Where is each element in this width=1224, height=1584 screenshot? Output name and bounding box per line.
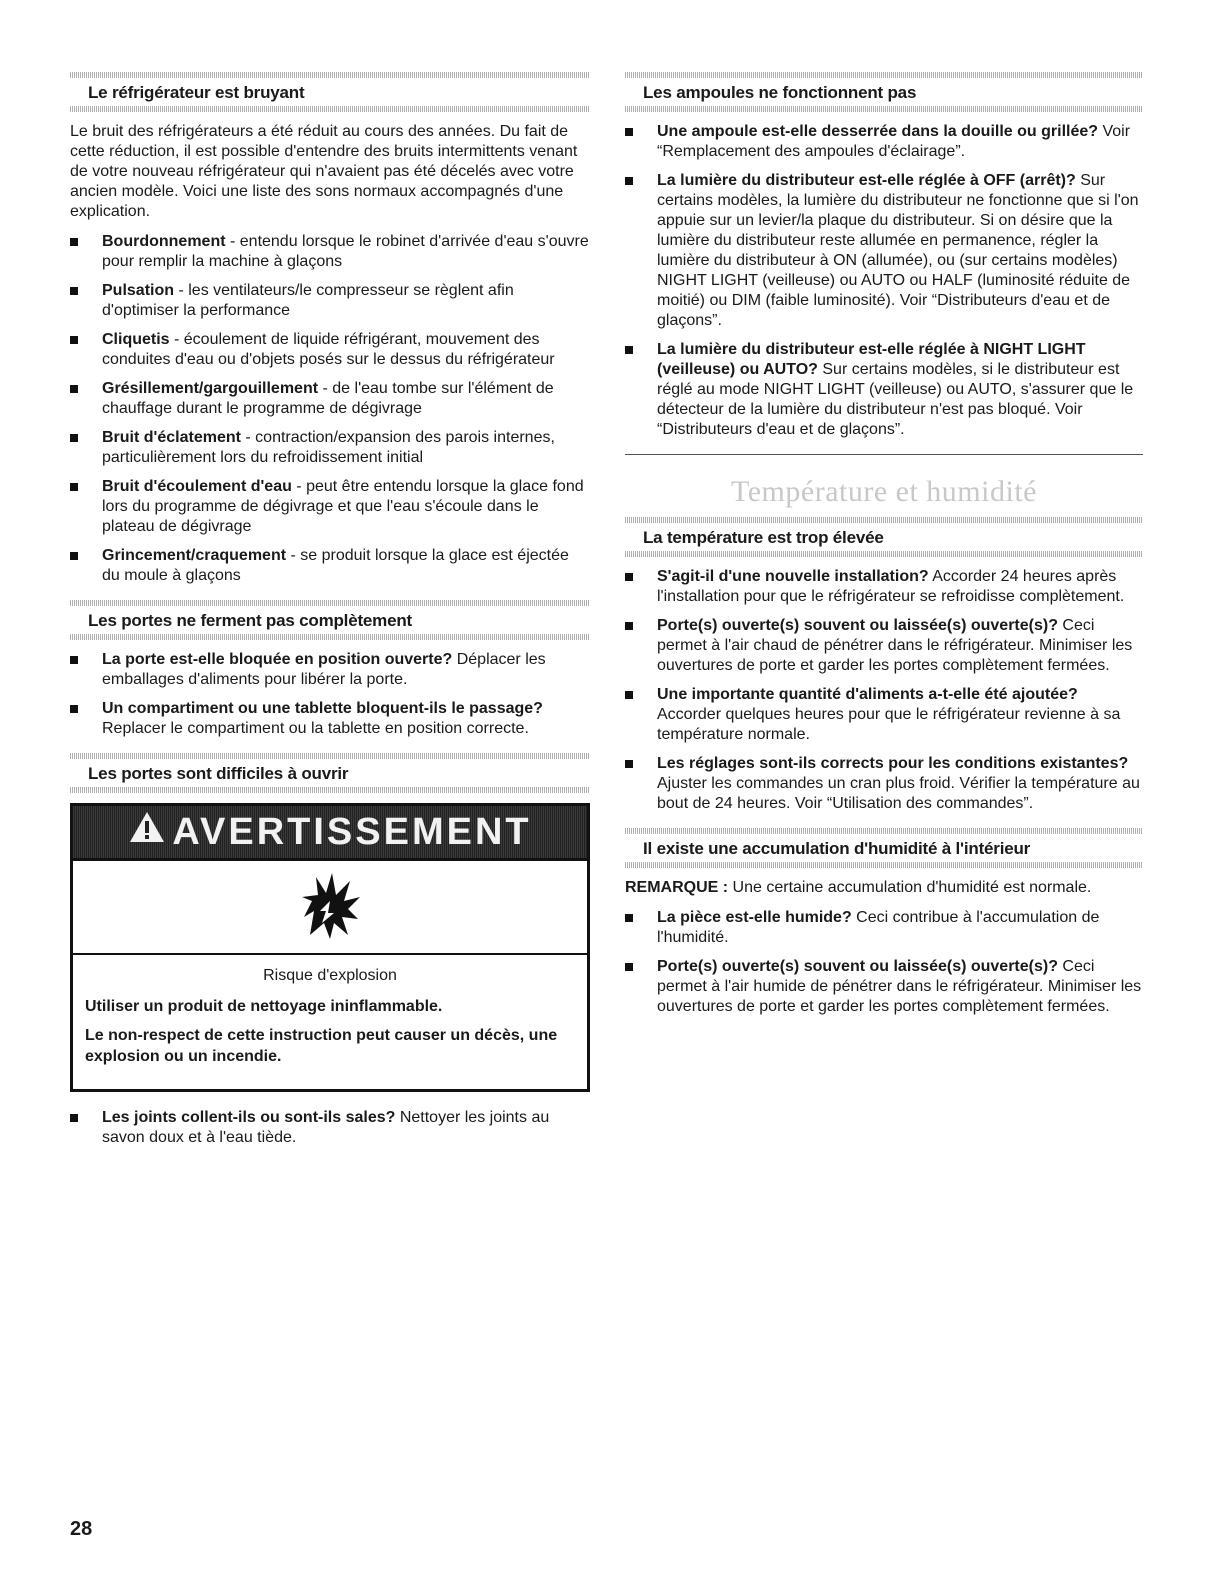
bullet-icon — [70, 1114, 78, 1122]
section-doors-close-header — [70, 600, 590, 640]
item-term: Grincement/craquement — [102, 547, 287, 564]
doors-close-list — [70, 650, 590, 739]
list-item — [625, 754, 1143, 814]
item-term: La lumière du distributeur est-elle réglée à NIGHT LIGHT (veilleuse) ou AUTO? — [657, 341, 1086, 378]
bullet-icon — [625, 691, 633, 699]
item-text: Déplacer les emballages d'aliments pour libérer la porte. — [102, 651, 546, 688]
list-item — [70, 281, 590, 321]
warning-line-2: Le non-respect de cette instruction peut causer un décès, une explosion ou un incendie. — [85, 1027, 558, 1065]
note-text: Une certaine accumulation d'humidité est normale. — [728, 879, 1092, 896]
item-text: Ceci contribue à l'accumulation de l'humidité. — [657, 909, 1100, 946]
item-term: Bruit d'éclatement — [102, 429, 241, 446]
warning-box — [70, 803, 590, 1092]
section-bulbs-header — [625, 72, 1143, 112]
bullet-icon — [70, 705, 78, 713]
intro-paragraph: Le bruit des réfrigérateurs a été réduit au cours des années. Du fait de cette réduction, il est possible d'entendre des bruits intermittents venant de votre nouveau réfrigérateur qui n'avaient pas été décelés avec votre ancien modèle. Voici une liste des sons normaux accompagnés d'une explication. — [70, 123, 578, 220]
bullet-icon — [625, 963, 633, 971]
rule — [70, 634, 590, 640]
item-term: La lumière du distributeur est-elle réglée à OFF (arrêt)? — [657, 172, 1076, 189]
bulbs-list — [625, 122, 1143, 440]
item-term: Les joints collent-ils ou sont-ils sales? — [102, 1109, 396, 1126]
bullet-icon — [70, 238, 78, 246]
bullet-icon — [70, 552, 78, 560]
section-humidity-header — [625, 828, 1143, 868]
warning-triangle-icon — [128, 810, 166, 854]
rule — [70, 106, 590, 112]
item-term: Grésillement/gargouillement — [102, 380, 319, 397]
list-item — [625, 567, 1143, 607]
temp-list — [625, 567, 1143, 814]
section-title: La température est trop élevée — [643, 528, 884, 547]
humidity-note — [625, 878, 1143, 898]
item-text: Nettoyer les joints au savon doux et à l'eau tiède. — [102, 1109, 550, 1146]
bullet-icon — [625, 177, 633, 185]
rule — [625, 106, 1143, 112]
page-number: 28 — [70, 1518, 93, 1540]
item-text: - contraction/expansion des parois internes, particulièrement lors du refroidissement initial — [102, 429, 555, 466]
list-item — [70, 650, 590, 690]
warning-banner — [73, 806, 587, 861]
list-item — [70, 232, 590, 272]
item-text: Voir “Remplacement des ampoules d'éclairage”. — [657, 123, 1131, 160]
item-term: Cliquetis — [102, 331, 170, 348]
item-term: Les réglages sont-ils corrects pour les conditions existantes? — [657, 755, 1129, 772]
bullet-icon — [70, 287, 78, 295]
rule — [625, 72, 1143, 78]
item-term: Porte(s) ouverte(s) souvent ou laissée(s) ouverte(s)? — [657, 958, 1058, 975]
noise-list — [70, 232, 590, 586]
section-noisy-header — [70, 72, 590, 112]
explosion-icon — [73, 861, 587, 955]
bullet-icon — [70, 483, 78, 491]
bullet-icon — [625, 346, 633, 354]
warning-line-1: Utiliser un produit de nettoyage ininflammable. — [85, 998, 443, 1015]
list-item — [625, 957, 1143, 1017]
list-item — [70, 330, 590, 370]
item-text: Accorder quelques heures pour que le réfrigérateur revienne à sa température normale. — [657, 706, 1121, 743]
item-text: - de l'eau tombe sur l'élément de chauffage durant le programme de dégivrage — [102, 380, 554, 417]
warning-risk: Risque d'explosion — [263, 967, 397, 984]
item-term: Un compartiment ou une tablette bloquent-ils le passage? — [102, 700, 543, 717]
humidity-list — [625, 908, 1143, 1017]
bullet-icon — [70, 385, 78, 393]
list-item — [625, 908, 1143, 948]
item-term: La porte est-elle bloquée en position ouverte? — [102, 651, 453, 668]
rule — [70, 72, 590, 78]
list-item — [625, 340, 1143, 440]
item-text: Accorder 24 heures après l'installation pour que le réfrigérateur se refroidisse complètement. — [657, 568, 1125, 605]
rule — [625, 517, 1143, 523]
rule — [70, 787, 590, 793]
section-title: Les ampoules ne fonctionnent pas — [643, 83, 917, 102]
list-item — [70, 428, 590, 468]
rule — [625, 828, 1143, 834]
bullet-icon — [625, 573, 633, 581]
left-column — [70, 72, 590, 1162]
item-text: Sur certains modèles, la lumière du distributeur ne fonctionne que si l'on appuie sur un levier/la plaque du distributeur. Si on désire que la lumière du distributeur reste allumée en permanence, régler la lumière du distributeur à ON (allumée), ou (sur certains modèles) NIGHT LIGHT (veilleuse) ou AUTO ou HALF (luminosité réduite de moitié) ou DIM (faible luminosité). Voir “Distributeurs d'eau et de glaçons”. — [657, 172, 1139, 329]
warning-body — [73, 955, 587, 1089]
item-term: S'agit-il d'une nouvelle installation? — [657, 568, 929, 585]
item-term: Une ampoule est-elle desserrée dans la douille ou grillée? — [657, 123, 1099, 140]
item-text: - entendu lorsque le robinet d'arrivée d'eau s'ouvre pour remplir la machine à glaçons — [102, 233, 589, 270]
list-item — [70, 546, 590, 586]
bullet-icon — [625, 914, 633, 922]
warning-banner-text: AVERTISSEMENT — [172, 810, 532, 853]
divider — [625, 454, 1143, 455]
bullet-icon — [625, 760, 633, 768]
list-item — [70, 1108, 590, 1148]
section-title: Le réfrigérateur est bruyant — [88, 83, 305, 102]
bullet-icon — [70, 656, 78, 664]
item-text: Ceci permet à l'air chaud de pénétrer dans le réfrigérateur. Minimiser les ouvertures de porte et garder les portes complètement fermées. — [657, 617, 1133, 674]
item-text: - peut être entendu lorsque la glace fond lors du programme de dégivrage et que l'eau s'écoule dans le plateau de dégivrage — [102, 478, 584, 535]
list-item — [625, 171, 1143, 331]
item-text: Ajuster les commandes un cran plus froid. Vérifier la température au bout de 24 heures. Voir “Utilisation des commandes”. — [657, 775, 1140, 812]
bullet-icon — [625, 622, 633, 630]
list-item — [625, 685, 1143, 745]
doors-open-list — [70, 1108, 590, 1148]
bullet-icon — [625, 128, 633, 136]
list-item — [625, 122, 1143, 162]
list-item — [70, 477, 590, 537]
section-title: Les portes sont difficiles à ouvrir — [88, 764, 349, 783]
right-column — [625, 72, 1143, 1031]
section-doors-open-header — [70, 753, 590, 793]
rule — [70, 600, 590, 606]
section-temp-header — [625, 517, 1143, 557]
section-banner: Température et humidité — [731, 475, 1037, 508]
section-title: Les portes ne ferment pas complètement — [88, 611, 412, 630]
item-term: Porte(s) ouverte(s) souvent ou laissée(s) ouverte(s)? — [657, 617, 1058, 634]
item-term: Bruit d'écoulement d'eau — [102, 478, 292, 495]
note-label: REMARQUE : — [625, 879, 729, 896]
item-term: Pulsation — [102, 282, 175, 299]
item-term: Une importante quantité d'aliments a-t-elle été ajoutée? — [657, 686, 1078, 703]
list-item — [70, 699, 590, 739]
item-text: - se produit lorsque la glace est éjectée du moule à glaçons — [102, 547, 569, 584]
section-title: Il existe une accumulation d'humidité à l'intérieur — [643, 839, 1031, 858]
list-item — [625, 616, 1143, 676]
rule — [70, 753, 590, 759]
item-term: La pièce est-elle humide? — [657, 909, 852, 926]
item-text: Sur certains modèles, si le distributeur est réglé au mode NIGHT LIGHT (veilleuse) ou AUTO, s'assurer que le détecteur de la lumière du distributeur n'est pas bloqué. Voir “Distributeurs d'eau et de glaçons”. — [657, 361, 1134, 438]
item-text: - écoulement de liquide réfrigérant, mouvement des conduites d'eau ou d'objets posés sur le dessus du réfrigérateur — [102, 331, 555, 368]
item-text: - les ventilateurs/le compresseur se règlent afin d'optimiser la performance — [102, 282, 514, 319]
item-text: Ceci permet à l'air humide de pénétrer dans le réfrigérateur. Minimiser les ouvertures de porte et garder les portes complètement fermées. — [657, 958, 1142, 1015]
bullet-icon — [70, 336, 78, 344]
rule — [625, 862, 1143, 868]
rule — [625, 551, 1143, 557]
item-text: Replacer le compartiment ou la tablette en position correcte. — [102, 720, 529, 737]
item-term: Bourdonnement — [102, 233, 226, 250]
list-item — [70, 379, 590, 419]
bullet-icon — [70, 434, 78, 442]
